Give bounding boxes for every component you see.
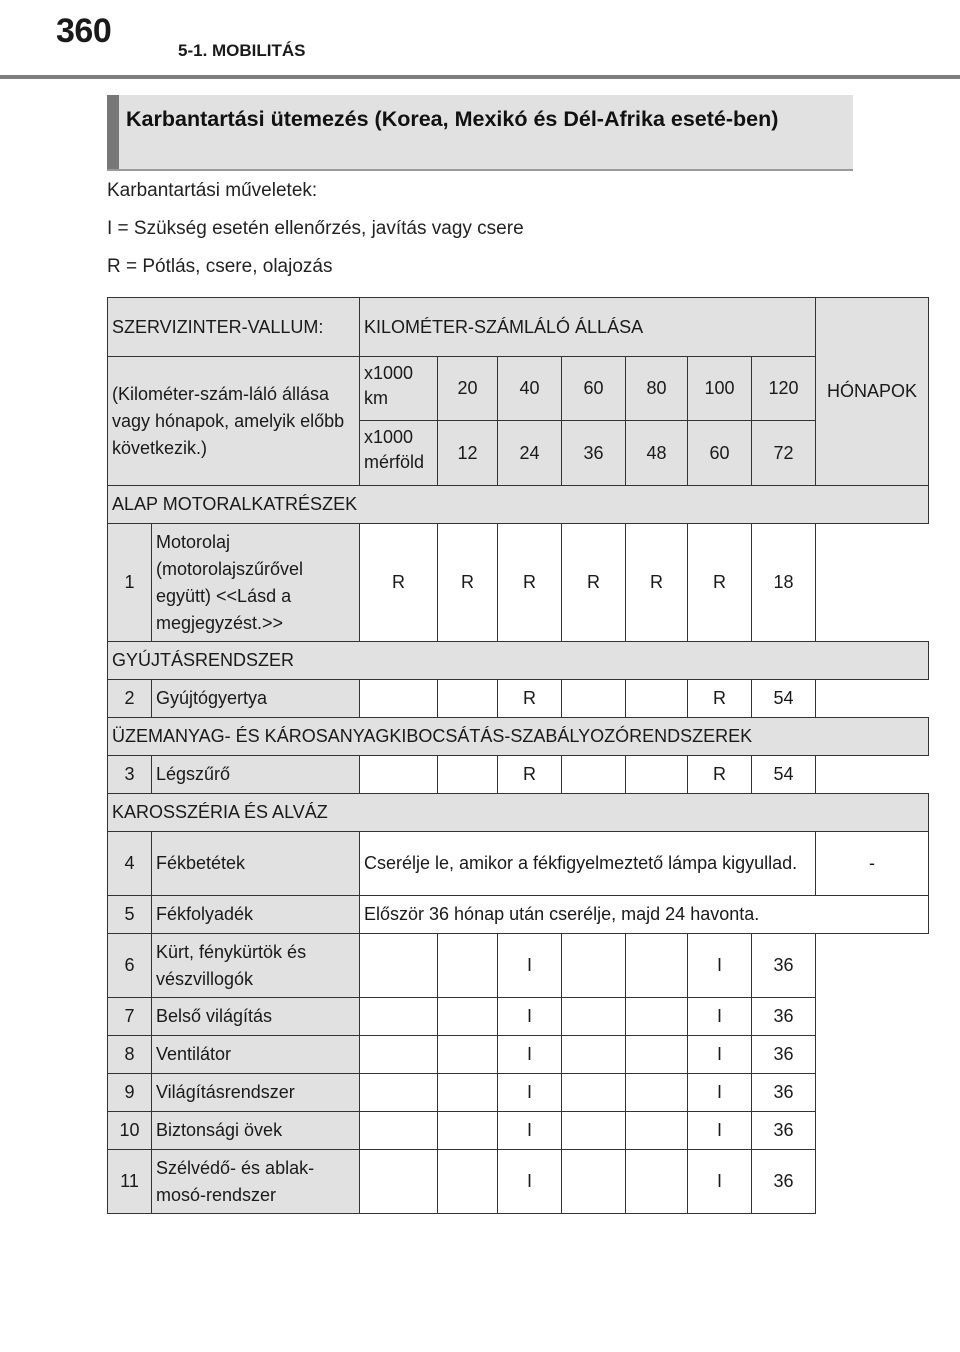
row-number: 4 [108,832,152,896]
schedule-cell [360,680,438,718]
table-row [108,832,929,896]
maintenance-table [107,297,929,1214]
table-row [108,1074,929,1112]
schedule-cell [562,934,626,998]
interval-note: (Kilométer-szám-láló állása vagy hónapok, amelyik előbb következik.) [108,357,360,486]
row-number: 6 [108,934,152,998]
item-name: Fékbetétek [152,832,360,896]
schedule-cell: I [498,1112,562,1150]
schedule-cell: I [498,1150,562,1214]
schedule-cell [562,756,626,794]
schedule-cell: R [498,680,562,718]
schedule-cell [562,998,626,1036]
odometer-label: KILOMÉTER-SZÁMLÁLÓ ÁLLÁSA [360,298,816,357]
schedule-cell [360,1150,438,1214]
row-number: 7 [108,998,152,1036]
mile-value: 48 [626,421,688,486]
schedule-note: Először 36 hónap után cserélje, majd 24 havonta. [360,896,929,934]
schedule-cell [438,1112,498,1150]
months-cell: 36 [752,1112,816,1150]
section-row [108,642,929,680]
months-cell: - [816,832,929,896]
table-row [108,756,929,794]
schedule-cell: I [688,998,752,1036]
item-name: Fékfolyadék [152,896,360,934]
km-unit: x1000 km [360,357,438,421]
section-row [108,794,929,832]
schedule-cell: I [688,1150,752,1214]
km-value: 40 [498,357,562,421]
schedule-cell: I [688,1074,752,1112]
item-name: Motorolaj (motorolajszűrővel együtt) <<Lásd a megjegyzést.>> [152,524,360,642]
section-title: 5-1. MOBILITÁS [178,41,306,60]
interval-label: SZERVIZINTER-VALLUM: [108,298,360,357]
km-value: 60 [562,357,626,421]
row-number: 10 [108,1112,152,1150]
row-number: 9 [108,1074,152,1112]
table-row [108,1036,929,1074]
schedule-cell [360,1112,438,1150]
schedule-cell [626,934,688,998]
months-cell: 36 [752,1036,816,1074]
header-divider [0,75,960,79]
schedule-cell [438,680,498,718]
schedule-cell: R [626,524,688,642]
table-row [108,524,929,642]
item-name: Szélvédő- és ablak-mosó-rendszer [152,1150,360,1214]
schedule-cell [562,1036,626,1074]
row-number: 1 [108,524,152,642]
item-name: Kürt, fénykürtök és vészvillogók [152,934,360,998]
item-name: Gyújtógyertya [152,680,360,718]
row-number: 11 [108,1150,152,1214]
intro-operations: Karbantartási műveletek: [107,180,318,201]
page-title: Karbantartási ütemezés (Korea, Mexikó és Dél-Afrika eseté-ben) [126,107,779,131]
title-accent-bar [107,95,119,169]
schedule-cell [360,998,438,1036]
schedule-cell: I [498,934,562,998]
schedule-cell: R [688,680,752,718]
section-row [108,718,929,756]
mile-unit: x1000 mérföld [360,421,438,486]
km-value: 80 [626,357,688,421]
km-value: 20 [438,357,498,421]
intro-legend-r: R = Pótlás, csere, olajozás [107,256,333,277]
table-row [108,998,929,1036]
months-cell: 54 [752,756,816,794]
schedule-cell [438,1150,498,1214]
intro-legend-i: I = Szükség esetén ellenőrzés, javítás vagy csere [107,218,524,239]
item-name: Világításrendszer [152,1074,360,1112]
row-number: 5 [108,896,152,934]
months-cell: 36 [752,1074,816,1112]
schedule-cell [626,680,688,718]
months-cell: 36 [752,934,816,998]
schedule-cell [626,756,688,794]
schedule-cell [562,1150,626,1214]
mile-value: 36 [562,421,626,486]
row-number: 3 [108,756,152,794]
months-cell: 54 [752,680,816,718]
schedule-cell [438,1074,498,1112]
table-row [108,896,929,934]
table-row [108,1150,929,1214]
schedule-cell [626,1112,688,1150]
months-cell: 18 [752,524,816,642]
schedule-cell [438,756,498,794]
table-row [108,934,929,998]
schedule-cell: R [688,756,752,794]
table-row [108,1112,929,1150]
table-header-row [108,298,929,357]
schedule-cell: I [498,998,562,1036]
schedule-cell [562,1074,626,1112]
mile-value: 12 [438,421,498,486]
schedule-cell [626,1036,688,1074]
mile-value: 72 [752,421,816,486]
schedule-cell [438,998,498,1036]
schedule-cell [360,1074,438,1112]
section-fuel: ÜZEMANYAG- ÉS KÁROSANYAGKIBOCSÁTÁS-SZABÁLYOZÓRENDSZEREK [108,718,929,756]
schedule-cell: R [562,524,626,642]
section-body: KAROSSZÉRIA ÉS ALVÁZ [108,794,929,832]
km-row [108,357,929,421]
months-cell: 36 [752,1150,816,1214]
schedule-cell [360,1036,438,1074]
schedule-cell: R [438,524,498,642]
section-row [108,486,929,524]
section-engine: ALAP MOTORALKATRÉSZEK [108,486,929,524]
item-name: Légszűrő [152,756,360,794]
mile-value: 24 [498,421,562,486]
km-value: 100 [688,357,752,421]
row-number: 8 [108,1036,152,1074]
mile-value: 60 [688,421,752,486]
km-value: 120 [752,357,816,421]
schedule-cell [562,680,626,718]
schedule-cell [562,1112,626,1150]
months-header: HÓNAPOK [816,298,929,486]
schedule-note: Cserélje le, amikor a fékfigyelmeztető lámpa kigyullad. [360,832,816,896]
schedule-cell: I [688,1036,752,1074]
title-box [107,95,853,171]
schedule-cell: I [498,1074,562,1112]
schedule-cell: R [688,524,752,642]
schedule-cell [626,1150,688,1214]
schedule-cell: I [498,1036,562,1074]
schedule-cell [360,756,438,794]
row-number: 2 [108,680,152,718]
item-name: Belső világítás [152,998,360,1036]
table-row [108,680,929,718]
schedule-cell [360,934,438,998]
schedule-cell: R [498,756,562,794]
schedule-cell: I [688,1112,752,1150]
schedule-cell [438,934,498,998]
schedule-cell [438,1036,498,1074]
item-name: Ventilátor [152,1036,360,1074]
section-ignition: GYÚJTÁSRENDSZER [108,642,929,680]
item-name: Biztonsági övek [152,1112,360,1150]
page-number: 360 [56,12,112,50]
schedule-cell [626,998,688,1036]
schedule-cell [626,1074,688,1112]
schedule-cell: R [498,524,562,642]
months-cell: 36 [752,998,816,1036]
schedule-cell: I [688,934,752,998]
schedule-cell: R [360,524,438,642]
